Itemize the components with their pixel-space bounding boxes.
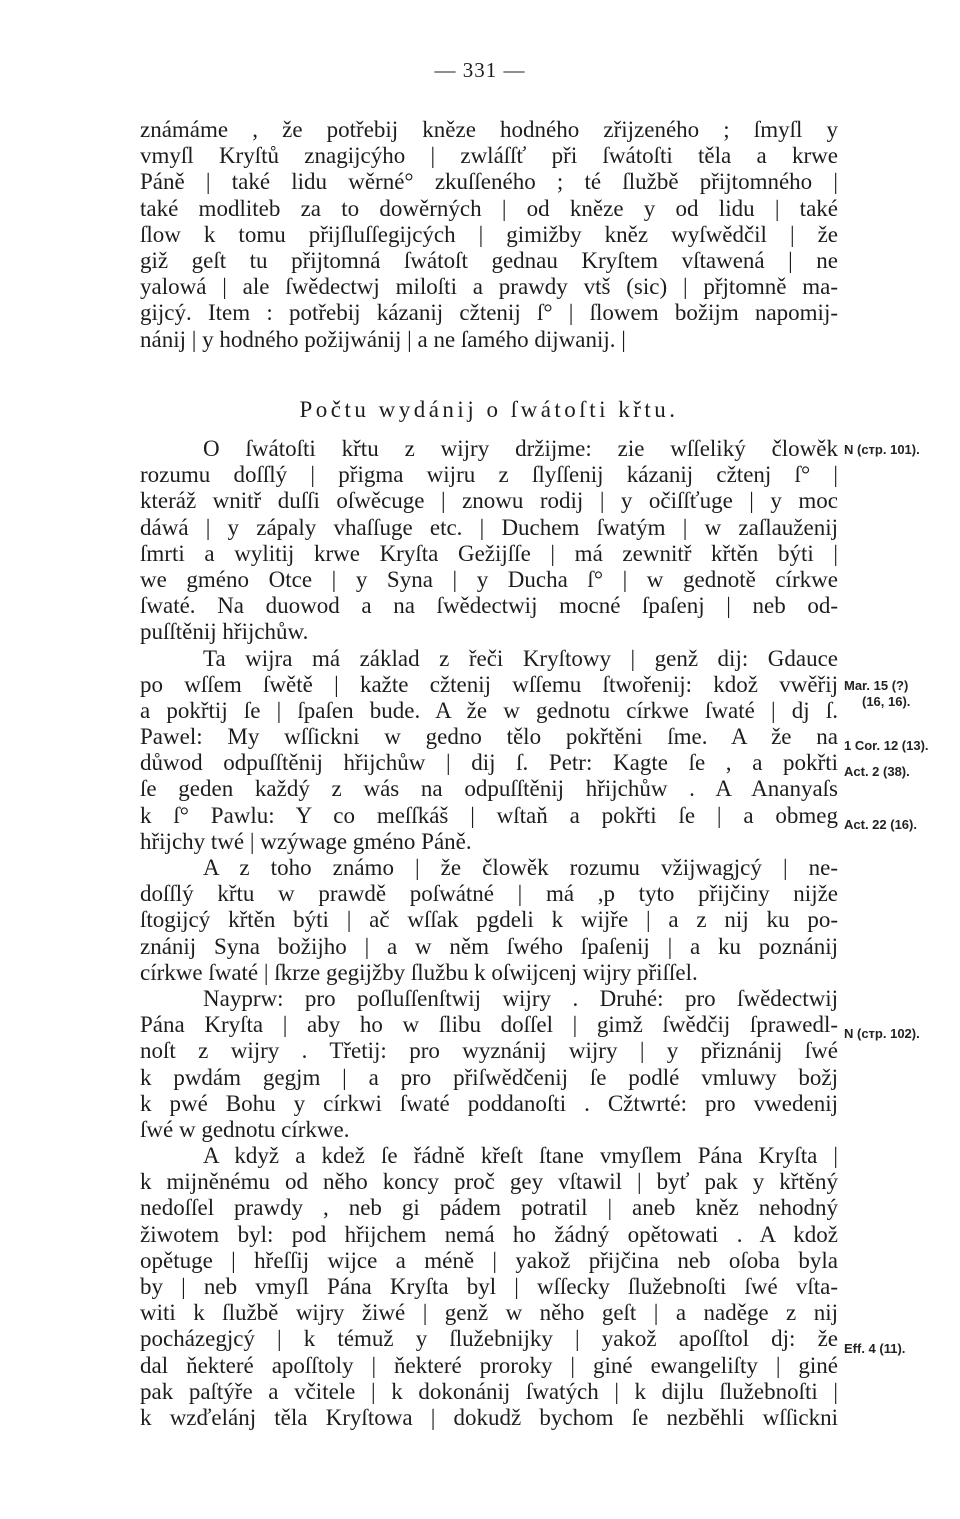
text-line: noſt z wijry . Třetij: pro wyznánij wijry | y přiznánij ſwé — [140, 1038, 838, 1064]
text-line: by | neb vmyſl Pána Kryſta byl | wſſecky ſlužebnoſti ſwé vſta- — [140, 1274, 838, 1299]
margin-note: Act. 2 (38). — [844, 764, 910, 779]
text-line: k wzďelánj těla Kryſtowa | dokudž bychom ſe nezběhli wſſickni — [140, 1404, 838, 1430]
text-line: Nayprw: pro poſluſſenſtwij wijry . Druhé: pro ſwědectwij — [203, 985, 838, 1011]
text-line: žiwotem byl: pod hřijchem nemá ho žádný opětowati . A kdož — [140, 1221, 838, 1247]
text-line: ſwé w gednotu církwe. — [140, 1116, 350, 1142]
text-line: kteráž wnitř duſſi oſwěcuge | znowu rodij | y očiſſťuge | y moc — [140, 488, 838, 514]
text-line: ſtogijcý křtěn býti | ač wſſak pgdeli k wijře | a z nij ku po- — [140, 907, 838, 933]
text-line: ſwaté. Na duowod a na ſwědectwij mocné ſpaſenj | neb od- — [140, 593, 838, 619]
text-line: ſe geden každý z wás na odpuſſtěnij hřijchůw . A Ananyaſs — [140, 776, 838, 802]
text-line: dal ňekteré apoſſtoly | ňekteré proroky | giné ewangeliſty | giné — [140, 1352, 838, 1378]
text-line: ſmrti a wylitij krwe Kryſta Gežijſſe | má zewnitř křtěn býti | — [140, 540, 838, 566]
text-line: yalowá | ale ſwědectwj miloſti a prawdy vtš (sic) | přjtomně ma- — [140, 274, 838, 300]
margin-note: N (стр. 101). — [844, 442, 920, 457]
text-line: znánij Syna božijho | a w něm ſwého ſpaſenij | a ku poznánij — [140, 933, 838, 959]
margin-note: N (стр. 102). — [844, 1026, 920, 1041]
text-line: také modliteb za to dowěrných | od kněze y od lidu | také — [140, 195, 838, 221]
text-line: puſſtěnij hřijchůw. — [140, 619, 309, 645]
text-block-1 — [140, 117, 838, 353]
text-line: O ſwátoſti křtu z wijry držijme: zie wſſeliký člowěk — [203, 436, 838, 461]
section-heading-block — [140, 383, 838, 435]
text-line: giž geſt tu přijtomná ſwátoſt gednau Kryſtem vſtawená | ne — [140, 247, 838, 273]
text-block-2 — [140, 436, 838, 1431]
text-line: nedoſſel prawdy , neb gi pádem potratil | aneb kněz nehodný — [140, 1195, 838, 1221]
margin-note: Act. 22 (16). — [844, 817, 917, 832]
text-line: vmyſl Kryſtů znagijcýho | zwláſſť při ſwátoſti těla a krwe — [140, 143, 838, 169]
text-line: Pawel: My wſſickni w gedno tělo pokřtěni ſme. A že na — [140, 724, 838, 750]
text-line: Páně | také lidu wěrné° zkuſſeného ; té ſlužbě přijtomného | — [140, 169, 838, 195]
margin-note: 1 Cor. 12 (13). — [844, 738, 929, 753]
text-line: doſſlý křtu w prawdě poſwátné | má ,p tyto přijčiny nijže — [140, 881, 838, 907]
text-line: ſlow k tomu přijſluſſegijcých | gimižby kněz wyſwědčil | že — [140, 221, 838, 247]
page-number: — 331 — — [434, 58, 526, 82]
text-line: k ſ° Pawlu: Y co meſſkáš | wſtaň a pokřti ſe | a obmeg — [140, 802, 838, 828]
text-line: pak paſtýře a včitele | k dokonánij ſwatých | k dijlu ſlužebnoſti | — [140, 1378, 838, 1404]
text-line: důwod odpuſſtěnij hřijchůw | dij ſ. Petr: Kagte ſe , a pokřti — [140, 750, 838, 776]
margin-note: Eff. 4 (11). — [844, 1341, 906, 1356]
text-line: rozumu doſſlý | přigma wijru z ſlyſſenij kázanij cžtenj ſ° | — [140, 462, 838, 488]
text-line: k pwdám gegjm | a pro přiſwědčenij ſe podlé vmluwy božj — [140, 1064, 838, 1090]
margin-note: Mar. 15 (?) — [844, 678, 909, 693]
text-line: gijcý. Item : potřebij kázanij cžtenij ſ° | ſlowem božijm napomij- — [140, 300, 838, 326]
text-line: hřijchy twé | wzýwage gméno Páně. — [140, 828, 472, 854]
text-line: nánij | y hodného požijwánij | a ne ſamého dijwanij. | — [140, 326, 626, 352]
text-line: we gméno Otce | y Syna | y Ducha ſ° | w gednotě církwe — [140, 566, 838, 592]
text-line: dáwá | y zápaly vhaſſuge etc. | Duchem ſwatým | w zaſlauženij — [140, 514, 838, 540]
text-line: A z toho známo | že člowěk rozumu vžijwagjcý | ne- — [203, 855, 838, 880]
text-line: a pokřtij ſe | ſpaſen bude. A že w gednotu církwe ſwaté | dj ſ. — [140, 697, 838, 723]
text-line: opětuge | hřeſſij wijce a méně | yakož přijčina neb oſoba byla — [140, 1247, 838, 1273]
section-heading: Počtu wydánij o ſwátoſti křtu. — [299, 397, 679, 422]
text-line: známáme , že potřebij kněze hodného zřijzeného ; ſmyſl y — [140, 117, 838, 142]
text-line: witi k ſlužbě wijry žiwé | genž w něho geſt | a naděge z nij — [140, 1300, 838, 1326]
text-line: k pwé Bohu y církwi ſwaté poddanoſti . Cžtwrté: pro vwedenij — [140, 1090, 838, 1116]
text-line: A když a kdež ſe řádně křeſt ſtane vmyſlem Pána Kryſta | — [203, 1143, 838, 1169]
text-line: Pána Kryſta | aby ho w ſlibu doſſel | gimž ſwědčij ſprawedl- — [140, 1012, 838, 1038]
text-line: Ta wijra má základ z řeči Kryſtowy | genž dij: Gdauce — [203, 645, 838, 671]
text-line: církwe ſwaté | ſkrze gegijžby ſlužbu k oſwijcenj wijry přiſſel. — [140, 959, 698, 985]
margin-note: (16, 16). — [862, 694, 911, 709]
text-line: k mijněnému od něho koncy proč gey vſtawil | byť pak y křtěný — [140, 1169, 838, 1195]
text-line: po wſſem ſwětě | kažte cžtenij wſſemu ſtwořenij: kdož vwěřij — [140, 671, 838, 697]
text-line: pocházegjcý | k témuž y ſlužebnijky | yakož apoſſtol dj: že — [140, 1326, 838, 1352]
